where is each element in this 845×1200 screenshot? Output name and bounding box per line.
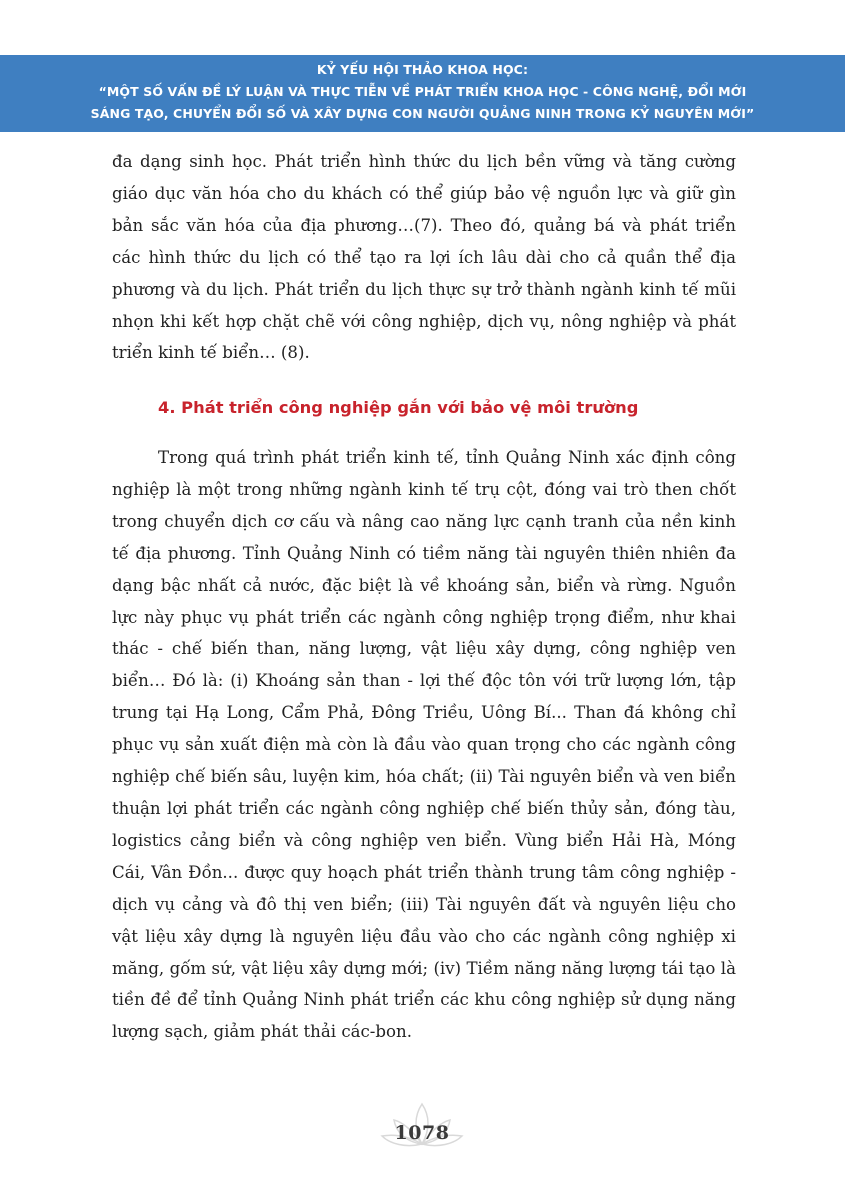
page-footer bbox=[372, 1100, 472, 1156]
section-heading: 4. Phát triển công nghiệp gắn với bảo vệ môi trường bbox=[158, 398, 639, 417]
page-number: 1078 bbox=[394, 1122, 450, 1144]
header-line-2: “MỘT SỐ VẤN ĐỀ LÝ LUẬN VÀ THỰC TIỄN VỀ PHÁT TRIỂN KHOA HỌC - CÔNG NGHỆ, ĐỔI MỚI bbox=[98, 84, 747, 99]
body-paragraph-1: đa dạng sinh học. Phát triển hình thức du lịch bền vững và tăng cường giáo dục văn hóa cho du khách có thể giúp bảo vệ nguồn lực và giữ gìn bản sắc văn hóa của địa phương…(7). Theo đó, quảng bá và phát triển các hình thức du lịch có thể tạo ra lợi ích lâu dài cho cả quần thể địa phương và du lịch. Phát triển du lịch thực sự trở thành ngành kinh tế mũi nhọn khi kết hợp chặt chẽ với công nghiệp, dịch vụ, nông nghiệp và phát triển kinh tế biển… (8). bbox=[112, 152, 736, 363]
header-title bbox=[0, 59, 845, 125]
header-line-1: KỶ YẾU HỘI THẢO KHOA HỌC: bbox=[316, 62, 529, 77]
header-line-3: SÁNG TẠO, CHUYỂN ĐỔI SỐ VÀ XÂY DỰNG CON NGƯỜI QUẢNG NINH TRONG KỶ NGUYÊN MỚI” bbox=[90, 106, 755, 121]
body-paragraph-2: Trong quá trình phát triển kinh tế, tỉnh Quảng Ninh xác định công nghiệp là một trong những ngành kinh tế trụ cột, đóng vai trò then chốt trong chuyển dịch cơ cấu và nâng cao năng lực cạnh tranh của nền kinh tế địa phương. Tỉnh Quảng Ninh có tiềm năng tài nguyên thiên nhiên đa dạng bậc nhất cả nước, đặc biệt là về khoáng sản, biển và rừng. Nguồn lực này phục vụ phát triển các ngành công nghiệp trọng điểm, như khai thác - chế biến than, năng lượng, vật liệu xây dựng, công nghiệp ven biển… Đó là: (i) Khoáng sản than - lợi thế độc tôn với trữ lượng lớn, tập trung tại Hạ Long, Cẩm Phả, Đông Triều, Uông Bí... Than đá không chỉ phục vụ sản xuất điện mà còn là đầu vào quan trọng cho các ngành công nghiệp chế biến sâu, luyện kim, hóa chất; (ii) Tài nguyên biển và ven biển thuận lợi phát triển các ngành công nghiệp chế biến thủy sản, đóng tàu, logistics cảng biển và công nghiệp ven biển. Vùng biển Hải Hà, Móng Cái, Vân Đồn... được quy hoạch phát triển thành trung tâm công nghiệp - dịch vụ cảng và đô thị ven biển; (iii) Tài nguyên đất và nguyên liệu cho vật liệu xây dựng là nguyên liệu đầu vào cho các ngành công nghiệp xi măng, gốm sứ, vật liệu xây dựng mới; (iv) Tiềm năng năng lượng tái tạo là tiền đề để tỉnh Quảng Ninh phát triển các khu công nghiệp sử dụng năng lượng sạch, giảm phát thải các-bon. bbox=[112, 448, 736, 1042]
